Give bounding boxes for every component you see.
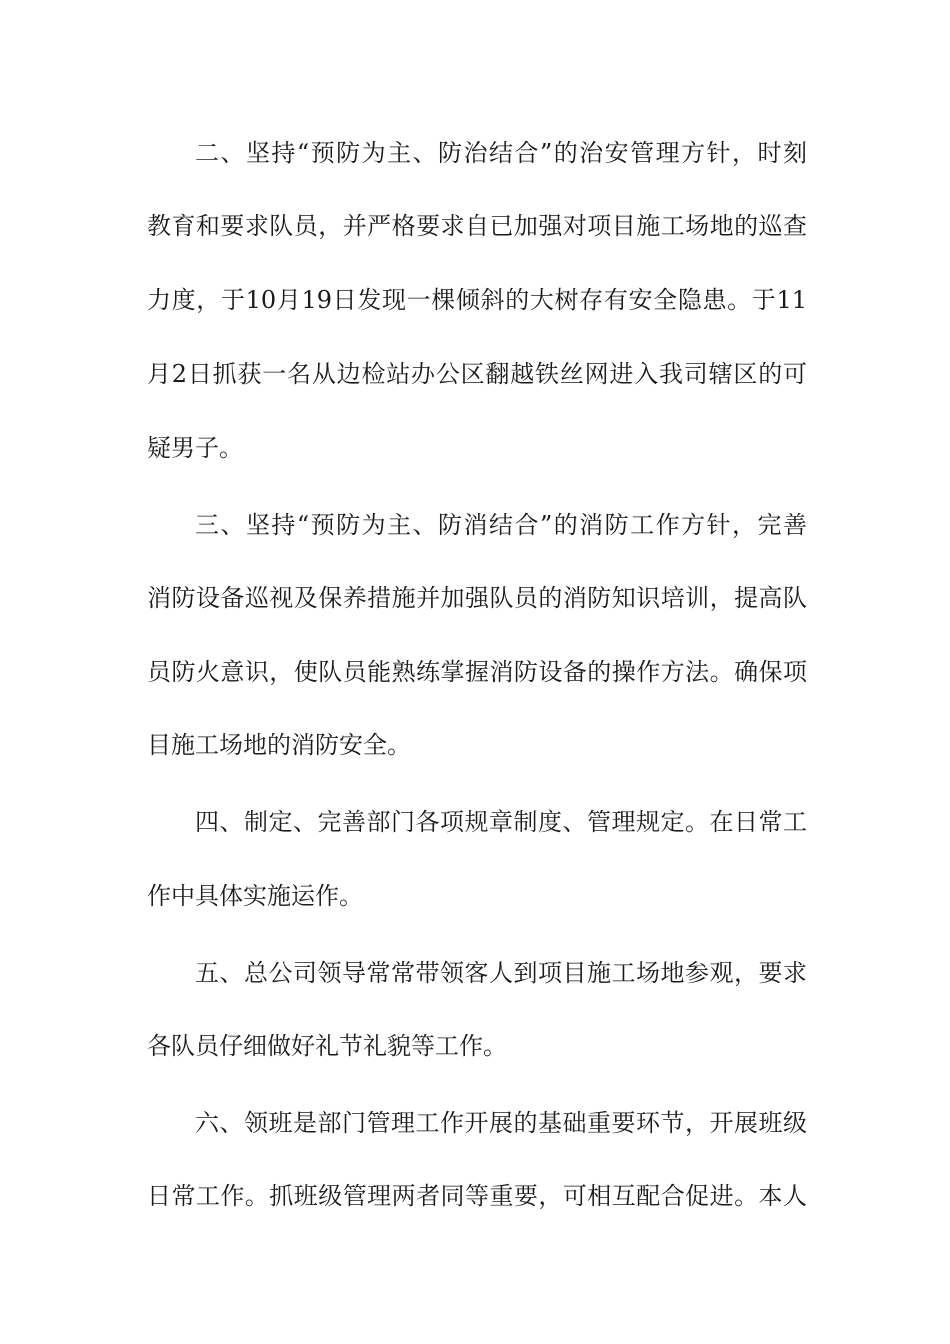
paragraph-5-line-2: 各队员仔细做好礼节礼貌等工作。 (147, 1032, 507, 1060)
paragraph-5-line-1: 五、总公司领导常常带领客人到项目施工场地参观，要求 (195, 959, 807, 987)
paragraph-2-line-3: 力度，于10月19日发现一棵倾斜的大树存有安全隐患。于11 (147, 286, 807, 314)
paragraph-2-line-4: 月2日抓获一名从边检站办公区翻越铁丝网进入我司辖区的可 (147, 360, 807, 388)
paragraph-6-line-2: 日常工作。抓班级管理两者同等重要，可相互配合促进。本人 (147, 1182, 807, 1210)
paragraph-4-line-2: 作中具体实施运作。 (147, 882, 363, 910)
paragraph-2-line-5: 疑男子。 (147, 434, 243, 462)
paragraph-6-line-1: 六、领班是部门管理工作开展的基础重要环节，开展班级 (195, 1109, 807, 1137)
paragraph-2-line-1: 二、坚持“预防为主、防治结合”的治安管理方针，时刻 (195, 139, 807, 167)
paragraph-4-line-1: 四、制定、完善部门各项规章制度、管理规定。在日常工 (195, 808, 807, 836)
paragraph-3-line-3: 员防火意识，使队员能熟练掌握消防设备的操作方法。确保项 (147, 658, 807, 686)
paragraph-3-line-2: 消防设备巡视及保养措施并加强队员的消防知识培训，提高队 (147, 584, 807, 612)
paragraph-3-line-4: 目施工场地的消防安全。 (147, 731, 411, 759)
paragraph-3-line-1: 三、坚持“预防为主、防消结合”的消防工作方针，完善 (195, 511, 807, 539)
paragraph-2-line-2: 教育和要求队员，并严格要求自已加强对项目施工场地的巡查 (147, 212, 807, 240)
